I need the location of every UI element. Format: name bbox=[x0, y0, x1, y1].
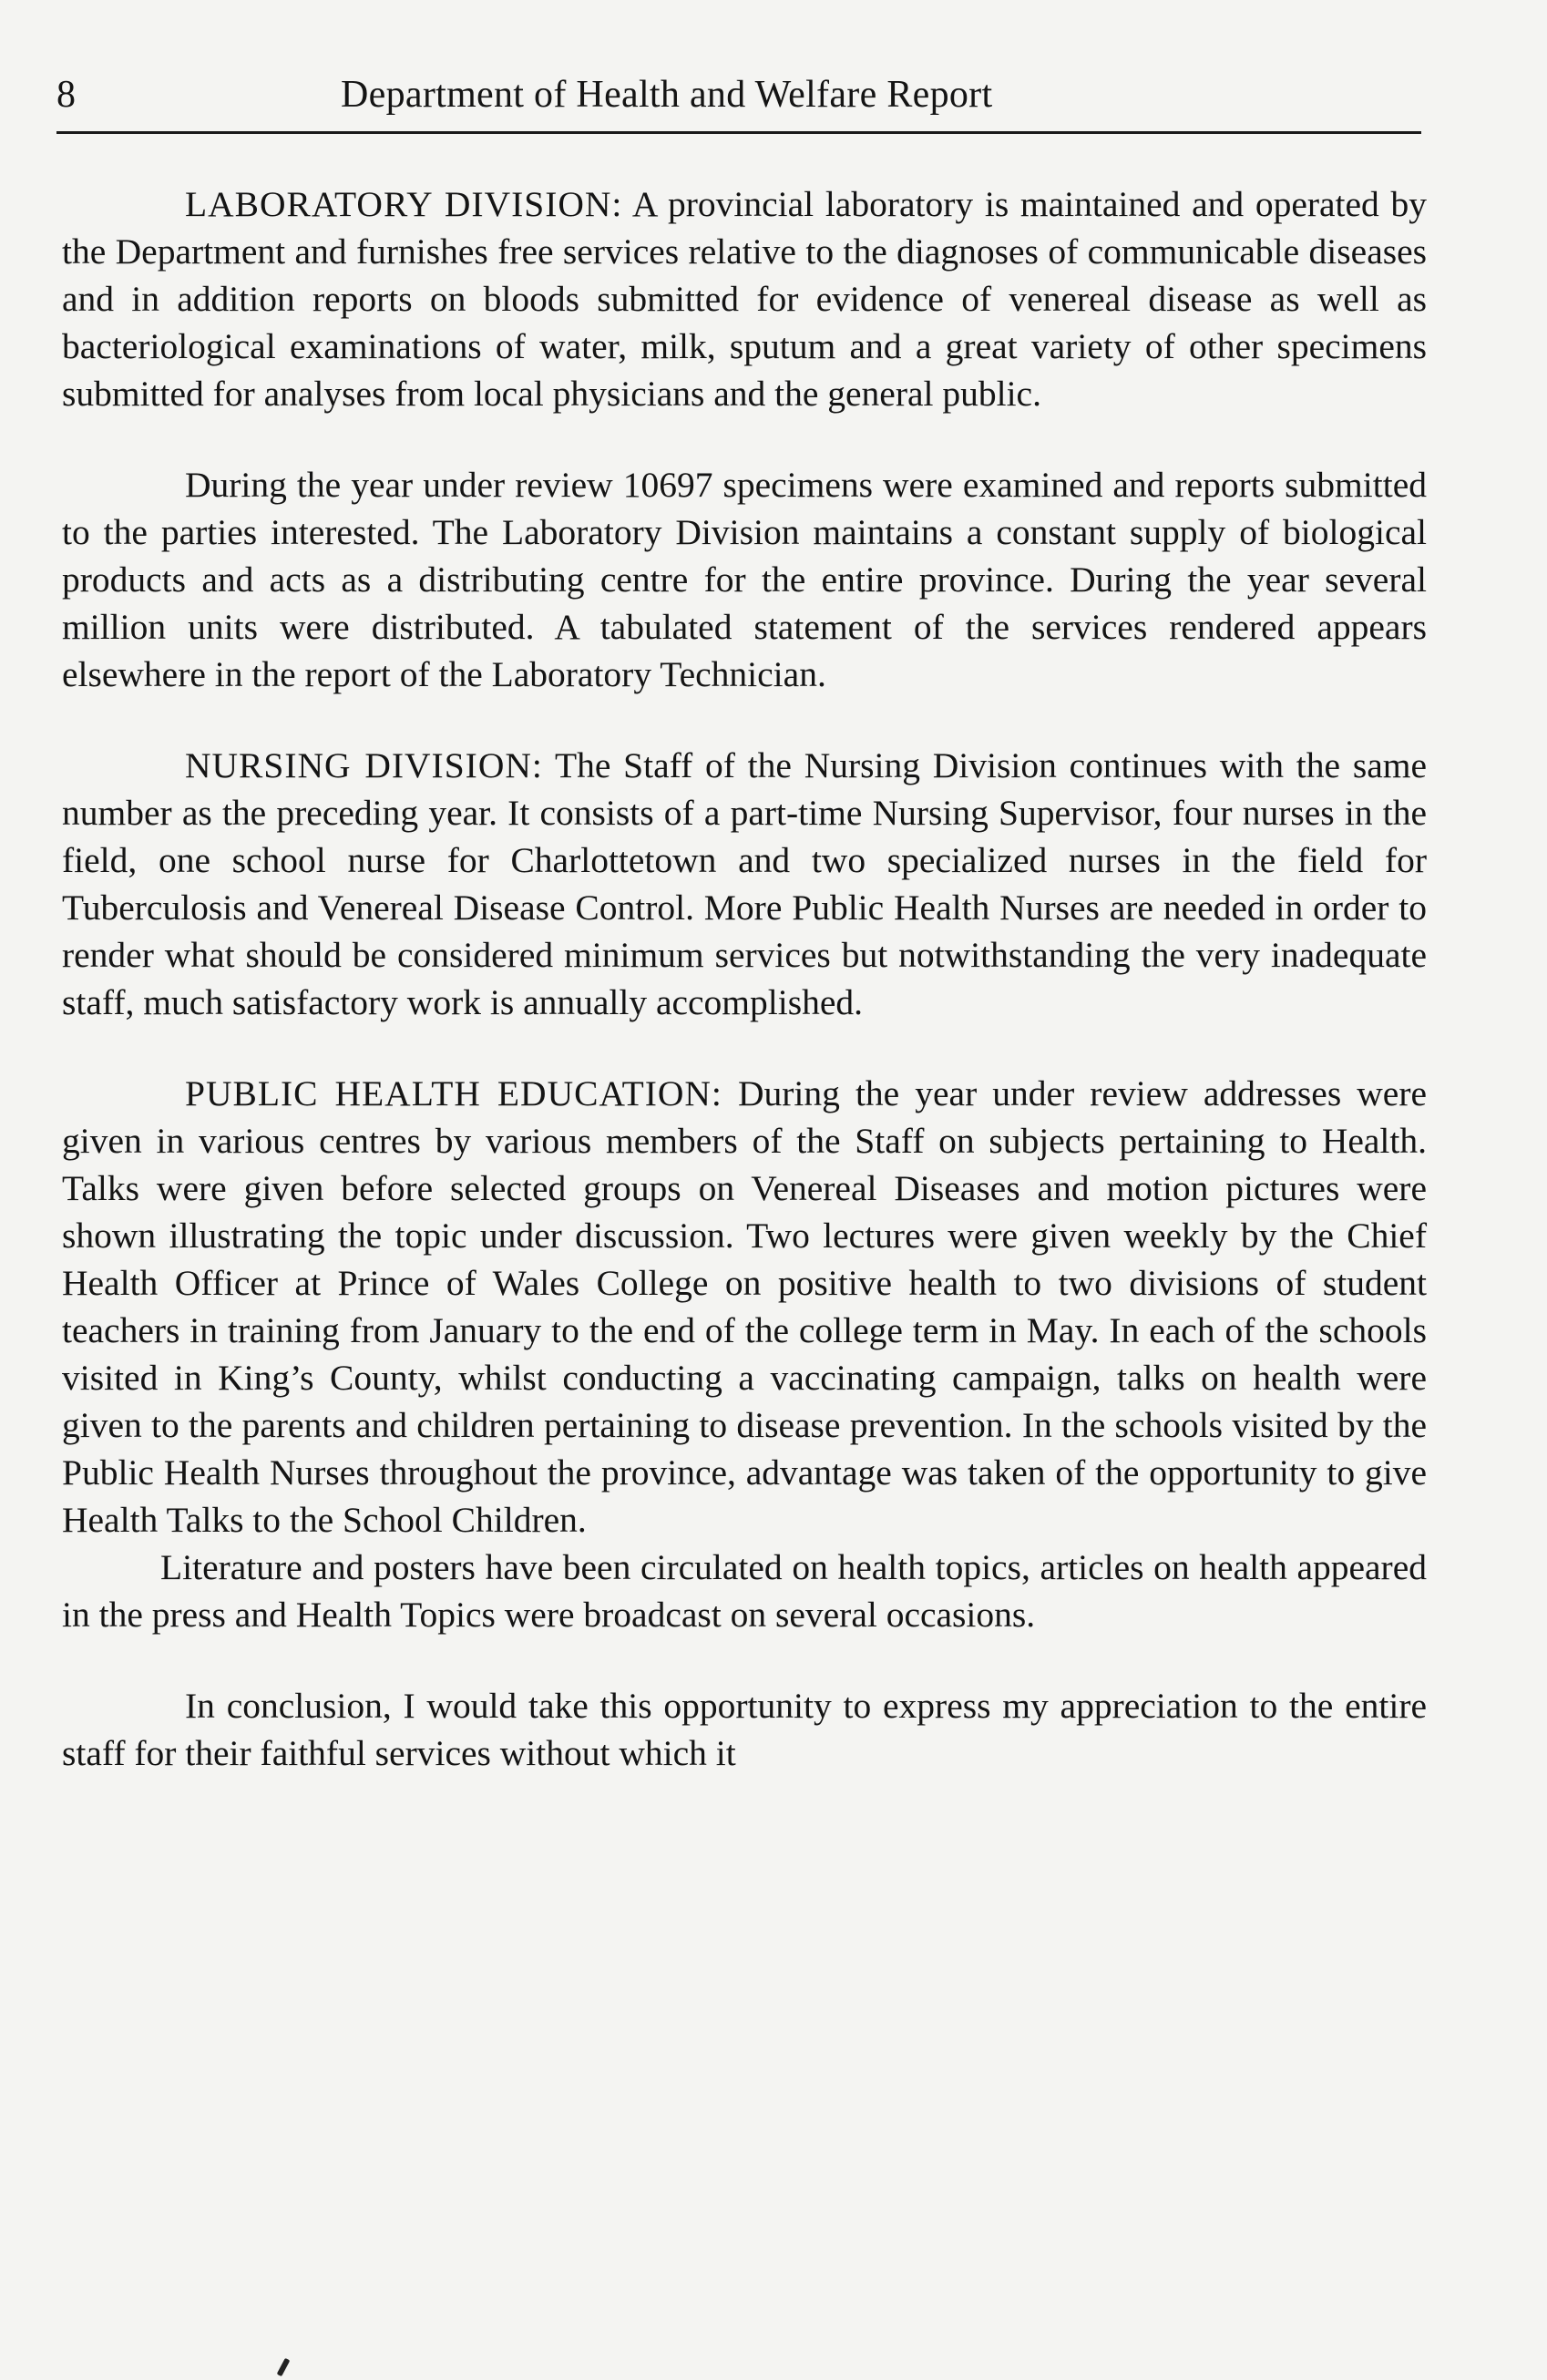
running-title: Department of Health and Welfare Report bbox=[341, 74, 993, 116]
page-number: 8 bbox=[56, 74, 76, 116]
stray-ink-mark bbox=[277, 2358, 291, 2376]
public-health-education-text: During the year under review addresses were given in various centres by various members of the Staff on subjects pertaining to Health. Talks were given before selected groups on Venereal Diseases and motion pictures were shown illustrating the topic under discussion. Two lectures were given weekly by the Chief Health Officer at Prince of Wales College on positive health to two divisions of student teachers in training from January to the end of the college term in May. In each of the schools visited in King’s County, whilst conducting a vaccinating campaign, talks on health were given to the parents and children pertaining to disease prevention. In the schools visited by the Public Health Nurses throughout the province, advantage was taken of the opportunity to give Health Talks to the School Children. bbox=[62, 1073, 1427, 1540]
literature-paragraph bbox=[62, 1544, 1427, 1638]
nursing-division-paragraph bbox=[62, 742, 1427, 1026]
laboratory-division-heading: LABORATORY DIVISION: bbox=[185, 184, 623, 224]
report-body bbox=[62, 180, 1427, 1821]
specimens-text: During the year under review 10697 specimens were examined and reports submitted to the parties interested. The Laboratory Division maintains a constant supply of biological products and acts as a distributing centre for the entire province. During the year several million units were distributed. A tabulated statement of the services rendered appears elsewhere in the report of the Laboratory Technician. bbox=[62, 465, 1427, 694]
conclusion-paragraph bbox=[62, 1682, 1427, 1777]
nursing-division-heading: NURSING DIVISION: bbox=[185, 745, 543, 785]
nursing-division-text: The Staff of the Nursing Division continues with the same number as the preceding year. It consists of a part-time Nursing Supervisor, four nurses in the field, one school nurse for Charlottetown and two specialized nurses in the field for Tuberculosis and Venereal Disease Control. More Public Health Nurses are needed in order to render what should be considered minimum services but notwithstanding the very inadequate staff, much satisfactory work is annually accomplished. bbox=[62, 745, 1428, 1022]
header-rule bbox=[56, 131, 1421, 134]
laboratory-division-text: A provincial laboratory is maintained and operated by the Department and furnishes free services relative to the diagnoses of communicable diseases and in addition reports on bloods submitted for evidence of venereal disease as well as bacteriological examinations of water, milk, sputum and a great variety of other specimens submitted for analyses from local physicians and the general public. bbox=[62, 184, 1427, 414]
literature-text: Literature and posters have been circulated on health topics, articles on health appeared in the press and Health Topics were broadcast on several occasions. bbox=[62, 1547, 1427, 1635]
laboratory-division-paragraph bbox=[62, 180, 1427, 417]
specimens-paragraph bbox=[62, 461, 1427, 698]
page-header bbox=[56, 71, 1421, 128]
conclusion-text: In conclusion, I would take this opportunity to express my appreciation to the entire staff for their faithful services without which it bbox=[62, 1686, 1427, 1773]
public-health-education-heading: PUBLIC HEALTH EDUCATION: bbox=[185, 1073, 722, 1113]
public-health-education-paragraph bbox=[62, 1070, 1427, 1544]
